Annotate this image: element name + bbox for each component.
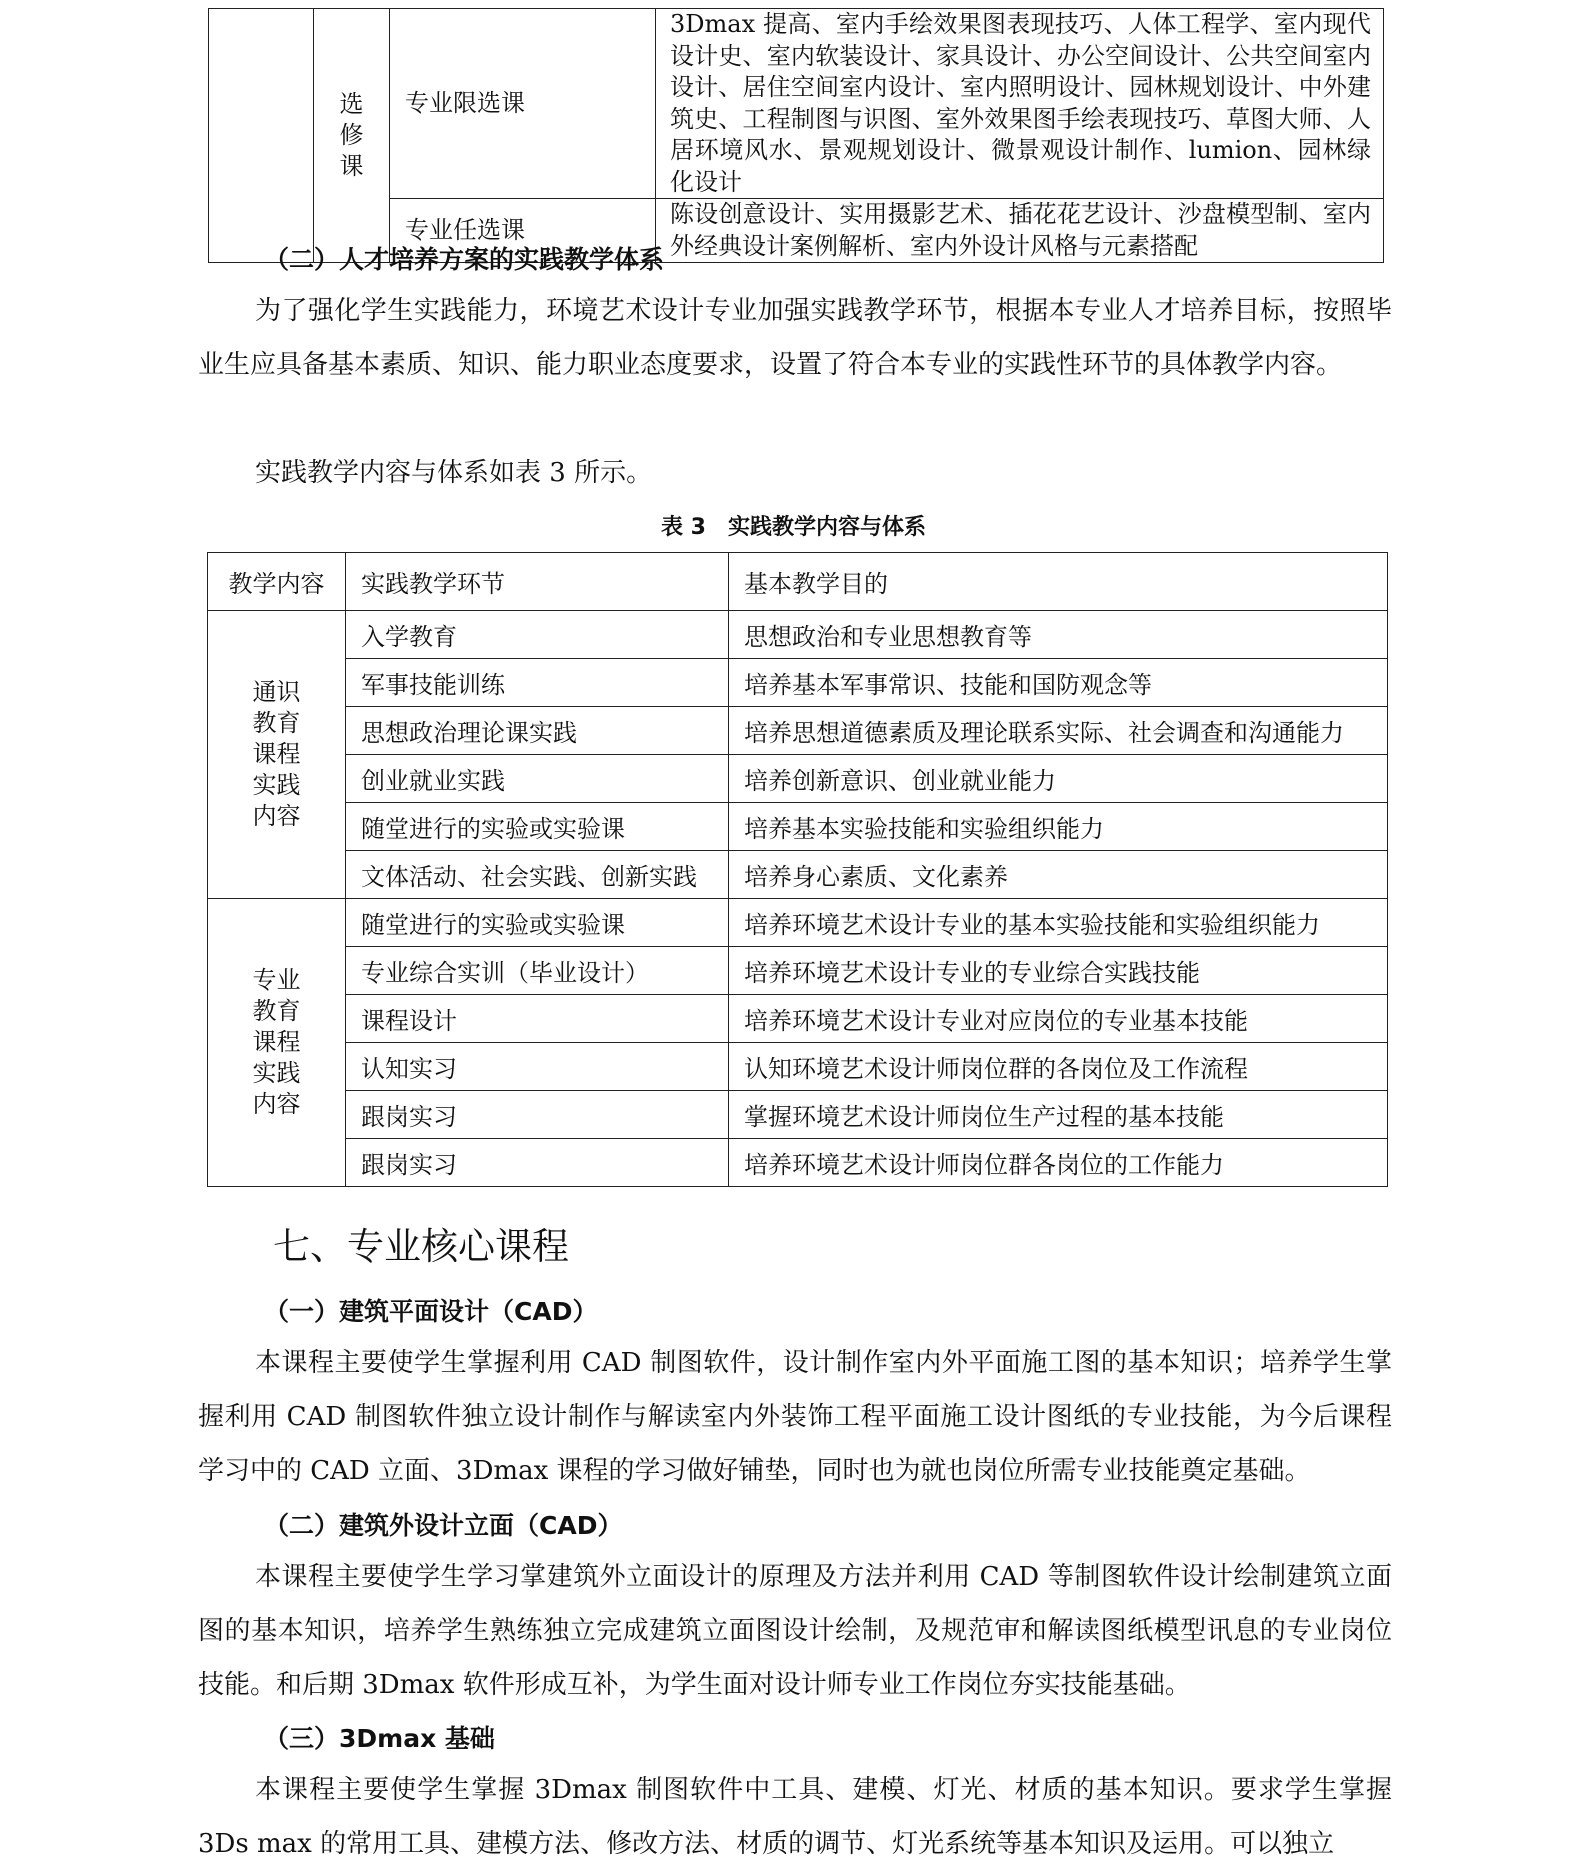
course-category: 专业任选课 [390,199,656,263]
paragraph: 本课程主要使学生学习掌建筑外立面设计的原理及方法并利用 CAD 等制图软件设计绘制建筑立面图的基本知识，培养学生熟练独立完成建筑立面图设计绘制，及规范审和解读图纸模型讯息的专业岗位技能。和后期 3Dmax 软件形成互补，为学生面对设计师专业工作岗位夯实技能基础。 [198,1562,1392,1700]
practice-aim: 掌握环境艺术设计师岗位生产过程的基本技能 [729,1091,1388,1139]
table-row [208,659,1388,707]
practice-link: 专业综合实训（毕业设计） [346,947,729,995]
paragraph: 实践教学内容与体系如表 3 所示。 [255,458,653,488]
practice-table [207,552,1388,1187]
practice-link: 文体活动、社会实践、创新实践 [346,851,729,899]
practice-link: 跟岗实习 [346,1139,729,1187]
practice-link: 跟岗实习 [346,1091,729,1139]
course-list: 陈设创意设计、实用摄影艺术、插花花艺设计、沙盘模型制、室内外经典设计案例解析、室内外设计风格与元素搭配 [656,199,1384,263]
practice-aim: 认知环境艺术设计师岗位群的各岗位及工作流程 [729,1043,1388,1091]
table-row [208,899,1388,947]
paragraph: 本课程主要使学生掌握 3Dmax 制图软件中工具、建模、灯光、材质的基本知识。要求学生掌握 3Ds max 的常用工具、建模方法、修改方法、材质的调节、灯光系统等基本知识及运用。可以独立 [198,1775,1392,1859]
group-label-cell [208,611,346,899]
group-label: 专业 教育 课程 实践 内容 [252,966,301,1118]
table-header-row [208,553,1388,611]
table-row [208,611,1388,659]
table-row [208,1091,1388,1139]
chapter-title: 七、专业核心课程 [273,1225,569,1268]
practice-link: 课程设计 [346,995,729,1043]
section-heading: （二）人才培养方案的实践教学体系 [264,245,665,274]
column-header: 教学内容 [208,553,346,611]
paragraph: 本课程主要使学生掌握利用 CAD 制图软件，设计制作室内外平面施工图的基本知识；培养学生掌握利用 CAD 制图软件独立设计制作与解读室内外装饰工程平面施工设计图纸的专业技能，为今后课程学习中的 CAD 立面、3Dmax 课程的学习做好铺垫，同时也为就也岗位所需专业技能奠定基础。 [198,1348,1392,1486]
table-row [208,707,1388,755]
elective-label: 选 修 课 [339,89,364,180]
elective-course-table [208,8,1384,263]
practice-aim: 培养基本实验技能和实验组织能力 [729,803,1388,851]
group-label-cell [208,899,346,1187]
column-header: 实践教学环节 [346,553,729,611]
course-category: 专业限选课 [390,9,656,199]
table-row [208,947,1388,995]
practice-link: 随堂进行的实验或实验课 [346,803,729,851]
practice-aim: 培养基本军事常识、技能和国防观念等 [729,659,1388,707]
elective-label-cell [314,9,390,263]
practice-link: 军事技能训练 [346,659,729,707]
practice-link: 随堂进行的实验或实验课 [346,899,729,947]
section-heading: （三）3Dmax 基础 [264,1724,495,1753]
section-heading: （二）建筑外设计立面（CAD） [264,1511,623,1540]
section-heading: （一）建筑平面设计（CAD） [264,1297,598,1326]
practice-aim: 培养环境艺术设计专业的专业综合实践技能 [729,947,1388,995]
practice-aim: 培养思想道德素质及理论联系实际、社会调查和沟通能力 [729,707,1388,755]
table-row [208,1139,1388,1187]
practice-aim: 培养身心素质、文化素养 [729,851,1388,899]
table-caption: 表 3 实践教学内容与体系 [661,515,926,540]
course-list: 3Dmax 提高、室内手绘效果图表现技巧、人体工程学、室内现代设计史、室内软装设计、家具设计、办公空间设计、公共空间室内设计、居住空间室内设计、室内照明设计、园林规划设计、中外建筑史、工程制图与识图、室外效果图手绘表现技巧、草图大师、人居环境风水、景观规划设计、微景观设计制作、lumion、园林绿化设计 [656,9,1384,199]
practice-link: 思想政治理论课实践 [346,707,729,755]
table-row [208,995,1388,1043]
practice-link: 认知实习 [346,1043,729,1091]
table-row [208,755,1388,803]
practice-aim: 培养环境艺术设计专业的基本实验技能和实验组织能力 [729,899,1388,947]
practice-link: 入学教育 [346,611,729,659]
empty-cell [209,9,314,263]
table-row [208,1043,1388,1091]
practice-aim: 培养环境艺术设计专业对应岗位的专业基本技能 [729,995,1388,1043]
practice-aim: 思想政治和专业思想教育等 [729,611,1388,659]
practice-aim: 培养创新意识、创业就业能力 [729,755,1388,803]
practice-link: 创业就业实践 [346,755,729,803]
practice-aim: 培养环境艺术设计师岗位群各岗位的工作能力 [729,1139,1388,1187]
paragraph: 为了强化学生实践能力，环境艺术设计专业加强实践教学环节，根据本专业人才培养目标，按照毕业生应具备基本素质、知识、能力职业态度要求，设置了符合本专业的实践性环节的具体教学内容。 [198,296,1392,380]
column-header: 基本教学目的 [729,553,1388,611]
group-label: 通识 教育 课程 实践 内容 [252,678,301,830]
table-row [208,851,1388,899]
table-row [208,803,1388,851]
